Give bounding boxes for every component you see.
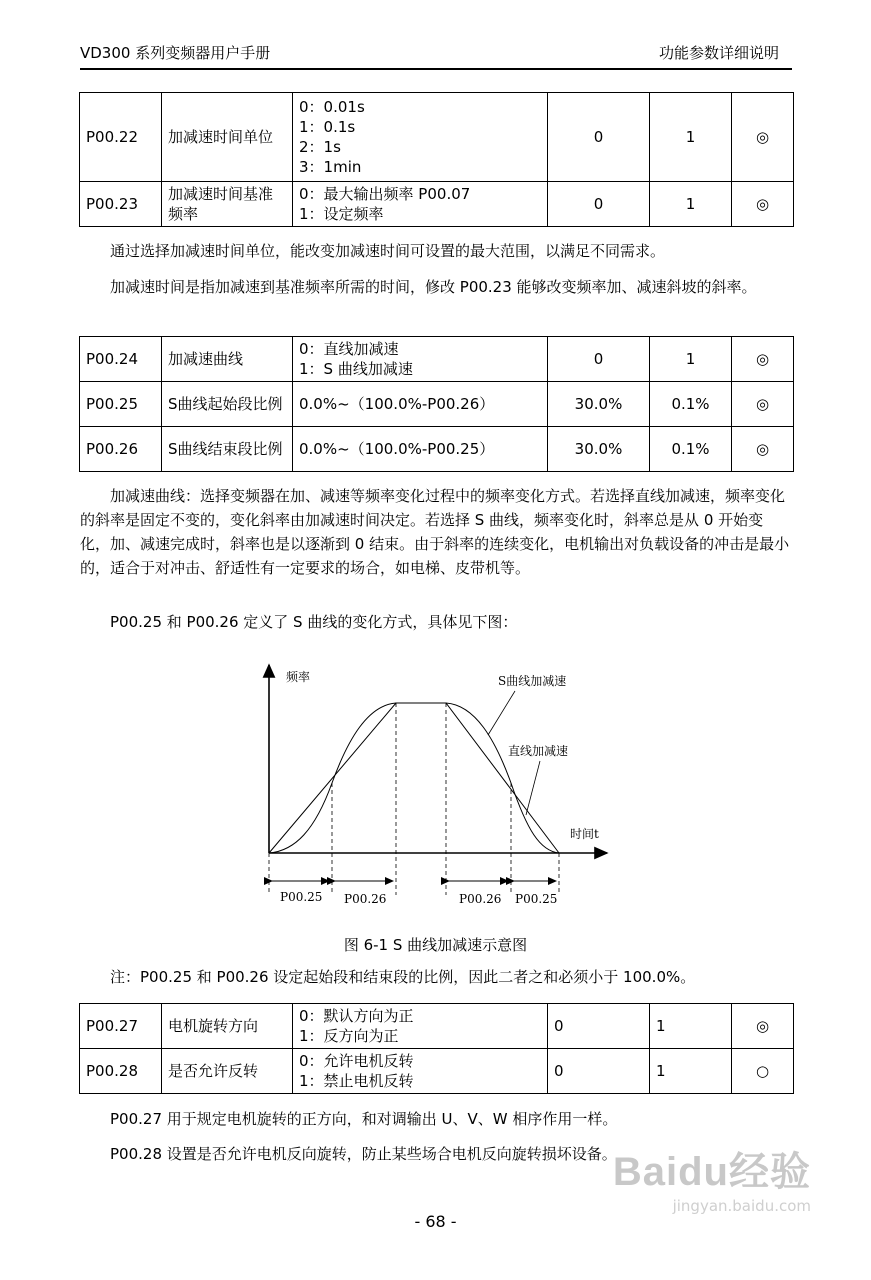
param-code: P00.28 — [80, 1049, 162, 1094]
option: 1：反方向为正 — [299, 1027, 399, 1045]
table-row — [80, 382, 794, 427]
seg-label: P00.26 — [344, 892, 387, 906]
param-default: 30.0% — [548, 427, 650, 472]
param-default: 0 — [548, 182, 650, 227]
param-change-mark: ◎ — [732, 182, 794, 227]
paragraph: 通过选择加减速时间单位，能改变加减速时间可设置的最大范围，以满足不同需求。 — [110, 242, 666, 260]
param-min-unit: 1 — [650, 1004, 732, 1049]
linear-leader — [526, 761, 540, 815]
param-min-unit: 1 — [650, 337, 732, 382]
option: 0：允许电机反转 — [299, 1052, 414, 1070]
paragraph: 加减速曲线：选择变频器在加、减速等频率变化过程中的频率变化方式。若选择直线加减速，频率变化的斜率是固定不变的，变化斜率由加减速时间决定。若选择 S 曲线，频率变化时，斜率总是从 0 开始变化，加、减速完成时，斜率也是以逐渐到 0 结束。由于斜率的连续变化，电机输出对负载设备的冲击是最小的，适合于对冲击、舒适性有一定要求的场合，如电梯、皮带机等。 — [80, 487, 790, 577]
paragraph: P00.27 用于规定电机旋转的正方向，和对调输出 U、V、W 相序作用一样。 — [110, 1110, 618, 1128]
param-table-2 — [79, 336, 794, 472]
param-change-mark: ○ — [732, 1049, 794, 1094]
param-options — [293, 1049, 548, 1094]
table-row — [80, 427, 794, 472]
y-axis-label: 频率 — [286, 670, 311, 684]
param-change-mark: ◎ — [732, 93, 794, 182]
param-change-mark: ◎ — [732, 337, 794, 382]
option: 0：直线加减速 — [299, 340, 399, 358]
header-section: 功能参数详细说明 — [658, 44, 779, 62]
header-divider — [80, 68, 792, 70]
option: 0.0%~（100.0%-P00.26） — [299, 395, 495, 413]
paragraph: P00.28 设置是否允许电机反向旋转，防止某些场合电机反向旋转损坏设备。 — [110, 1145, 617, 1163]
linear-curve — [269, 703, 559, 853]
x-axis-label: 时间t — [570, 827, 599, 841]
header-title: VD300 系列变频器用户手册 — [80, 44, 271, 62]
seg-label: P00.26 — [459, 892, 502, 906]
param-change-mark: ◎ — [732, 382, 794, 427]
seg-label: P00.25 — [515, 892, 558, 906]
param-options — [293, 337, 548, 382]
option: 1：禁止电机反转 — [299, 1072, 414, 1090]
option: 0：0.01s — [299, 98, 365, 116]
param-code: P00.24 — [80, 337, 162, 382]
option: 1：0.1s — [299, 118, 356, 136]
table-row — [80, 337, 794, 382]
watermark-brand: Baidu经验 — [612, 1150, 811, 1194]
watermark-url: jingyan.baidu.com — [672, 1197, 811, 1215]
option: 0.0%~（100.0%-P00.25） — [299, 440, 495, 458]
paragraph: P00.25 和 P00.26 定义了 S 曲线的变化方式，具体见下图： — [110, 613, 518, 631]
option: 3：1min — [299, 158, 362, 176]
paragraph: 加减速时间是指加减速到基准频率所需的时间，修改 P00.23 能够改变频率加、减速斜坡的斜率。 — [110, 278, 757, 296]
param-name: 加减速曲线 — [162, 337, 293, 382]
param-table-3 — [79, 1003, 794, 1094]
param-code: P00.22 — [80, 93, 162, 182]
option: 1：S 曲线加减速 — [299, 360, 413, 378]
param-options — [293, 1004, 548, 1049]
param-options — [293, 427, 548, 472]
param-options — [293, 382, 548, 427]
param-name: 电机旋转方向 — [162, 1004, 293, 1049]
param-options — [293, 93, 548, 182]
note: 注：P00.25 和 P00.26 设定起始段和结束段的比例，因此二者之和必须小于 100.0%。 — [110, 968, 696, 986]
param-default: 0 — [548, 337, 650, 382]
option: 2：1s — [299, 138, 341, 156]
table-row — [80, 1004, 794, 1049]
s-curve — [269, 703, 559, 853]
param-name: 是否允许反转 — [162, 1049, 293, 1094]
param-change-mark: ◎ — [732, 1004, 794, 1049]
param-code: P00.23 — [80, 182, 162, 227]
param-code: P00.26 — [80, 427, 162, 472]
figure-caption: 图 6-1 S 曲线加减速示意图 — [343, 936, 528, 954]
param-table-1 — [79, 92, 794, 227]
param-code: P00.25 — [80, 382, 162, 427]
param-default: 0 — [548, 1049, 650, 1094]
param-options — [293, 182, 548, 227]
param-min-unit: 1 — [650, 93, 732, 182]
param-name: S曲线结束段比例 — [162, 427, 293, 472]
param-code: P00.27 — [80, 1004, 162, 1049]
param-default: 0 — [548, 93, 650, 182]
s-curve-figure — [240, 655, 620, 920]
param-min-unit: 1 — [650, 1049, 732, 1094]
option: 1：设定频率 — [299, 205, 384, 223]
option: 0：默认方向为正 — [299, 1007, 414, 1025]
watermark — [613, 1140, 811, 1215]
param-min-unit: 0.1% — [650, 382, 732, 427]
linear-label: 直线加减速 — [508, 744, 569, 758]
s-curve-leader — [488, 691, 515, 735]
table-row — [80, 182, 794, 227]
s-curve-label: S曲线加减速 — [498, 674, 567, 688]
table-row — [80, 93, 794, 182]
param-min-unit: 0.1% — [650, 427, 732, 472]
param-name: 加减速时间单位 — [162, 93, 293, 182]
page-number: - 68 - — [414, 1212, 457, 1231]
param-change-mark: ◎ — [732, 427, 794, 472]
param-name: 加减速时间基准频率 — [162, 182, 293, 227]
param-default: 0 — [548, 1004, 650, 1049]
param-name: S曲线起始段比例 — [162, 382, 293, 427]
param-min-unit: 1 — [650, 182, 732, 227]
table-row — [80, 1049, 794, 1094]
seg-label: P00.25 — [280, 890, 323, 904]
param-default: 30.0% — [548, 382, 650, 427]
option: 0：最大输出频率 P00.07 — [299, 185, 471, 203]
